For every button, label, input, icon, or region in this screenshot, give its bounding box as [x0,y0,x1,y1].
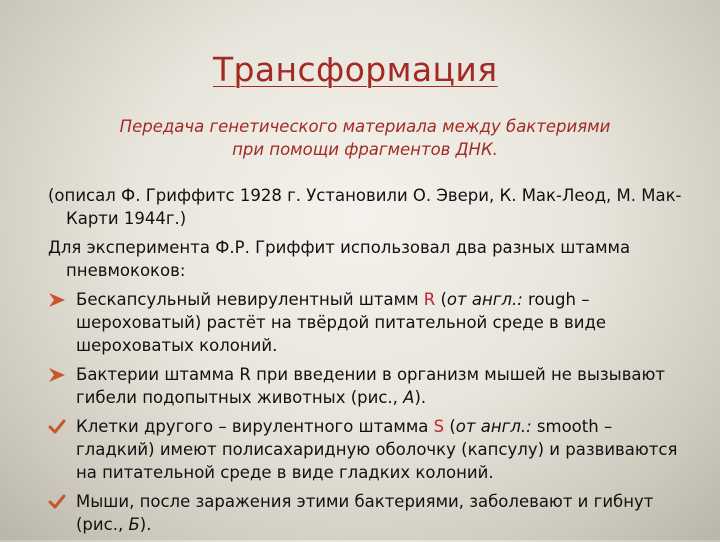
item-text: rough – шероховатый) растёт на твёрдой питательной среде в виде шероховатых колоний. [76,290,607,355]
list-item [48,288,688,357]
subtitle-line-1: Передача генетического материала между бактериями [119,117,611,136]
arrow-bullet-icon [48,291,66,309]
item-text-italic: от англ.: [455,417,532,436]
item-text: Мыши, после заражения этими бактериями, заболевают и гибнут (рис., [76,492,654,534]
slide-body [48,184,688,542]
strain-label: S [433,417,445,436]
checkmark-bullet-icon [48,493,66,511]
slide-title: Трансформация [213,50,498,89]
list-item [48,490,688,536]
checkmark-bullet-icon [48,418,66,436]
list-item [48,363,688,409]
slide-subtitle [40,115,690,161]
item-text: Бактерии штамма R при введении в организм мышей не вызывают гибели подопытных животных (рис., [76,365,666,407]
item-text: ( [435,290,447,309]
item-text: Клетки другого – вирулентного штамма [76,417,434,436]
list-item [48,415,688,484]
figure-reference: Б [128,515,140,534]
item-text: ( [444,417,456,436]
item-text: Бескапсульный невирулентный штамм [76,290,424,309]
authors-paragraph: (описал Ф. Гриффитс 1928 г. Установили О. Эвери, К. Мак-Леод, М. Мак-Карти 1944г.) [48,186,682,228]
figure-reference: А [403,388,415,407]
item-text-italic: от англ.: [446,290,523,309]
item-text: ). [414,388,427,407]
experiment-intro-paragraph: Для эксперимента Ф.Р. Гриффит использовал два разных штамма пневмококов: [48,238,631,280]
item-text: smooth – гладкий) имеют полисахаридную оболочку (капсулу) и развиваются на питательной среде в виде гладких колоний. [76,417,678,482]
strain-label: R [423,290,436,309]
arrow-bullet-icon [48,366,66,384]
subtitle-line-2: при помощи фрагментов ДНК. [232,140,498,159]
item-text: ). [139,515,152,534]
